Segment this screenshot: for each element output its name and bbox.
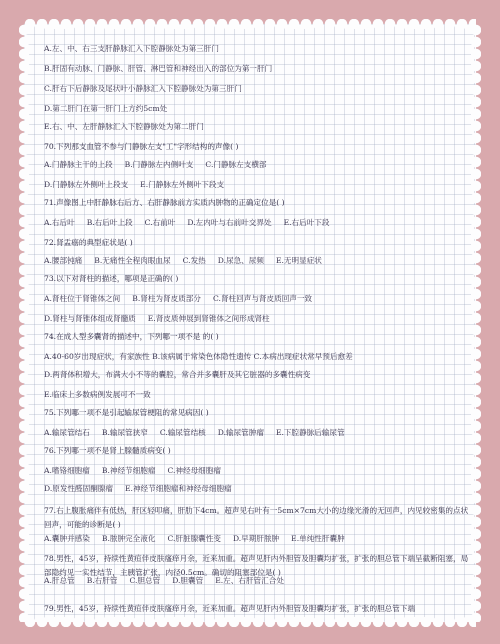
option-text: C.右前叶: [144, 218, 176, 227]
option-text: E.左、右肝管汇合处: [215, 576, 284, 585]
option-row: [44, 256, 470, 266]
option-text: A.肝总管: [44, 576, 75, 585]
option-text: C.发热: [182, 256, 206, 265]
question-text: 75.下列哪一项不是引起输尿管梗阻的常见病因( ): [44, 408, 209, 417]
option-text: D.门静脉左外侧叶上段支: [44, 180, 129, 189]
option-text: C.神经母细胞瘤: [167, 466, 221, 475]
option-text: A.肾柱位于肾锥体之间: [44, 294, 121, 303]
option-text: A.左、中、右三支肝静脉汇入下腔静脉处为第三肝门: [44, 44, 219, 53]
option-text: B.脓肿完全液化: [101, 534, 156, 543]
scallop-border-bottom: [24, 617, 476, 627]
option-text: D.两肾体积增大，布满大小不等的囊腔，常合并多囊肝及其它脏器的多囊性病变: [44, 370, 311, 379]
option-text: A.右后叶: [44, 218, 75, 227]
option-text: B.肝固有动脉、门静脉、肝管、淋巴管和神经出入的部位为第一肝门: [44, 64, 273, 73]
option-text: E.肾皮质伸展到肾锥体之间形成肾柱: [147, 314, 270, 323]
option-text: B.右肝管: [86, 576, 118, 585]
option-text: E.无明显症状: [275, 256, 322, 265]
option-text: C.门静脉左支横部: [205, 160, 267, 169]
option-text: C.肝右下后静脉及尾状叶小静脉汇入下腔静脉处为第三肝门: [44, 84, 242, 93]
option-text: B.神经节细胞瘤: [101, 466, 156, 475]
option-text: A.40-60岁出现症状，有家族性 B.该病属于常染色体隐性遗传 C.本病出现症状常早预后愈差: [44, 352, 353, 361]
question-text: 73.以下对肾柱的描述，哪项是正确的( ): [44, 274, 179, 283]
scallop-border-left: [19, 24, 29, 622]
option-text: D.左内叶与右前叶交界处: [187, 218, 272, 227]
option-row: [44, 534, 470, 544]
option-row: [44, 576, 470, 586]
option-text: E.右后叶下段: [283, 218, 330, 227]
option-text: A.门静脉主干的上段: [44, 160, 113, 169]
option-text: E.门静脉左外侧叶下段支: [140, 180, 225, 189]
option-text: C.输尿管结核: [159, 428, 206, 437]
option-row: [44, 314, 470, 324]
option-text: D.肾柱与肾锥体组成肾髓质: [44, 314, 136, 323]
scallop-border-top: [24, 19, 476, 29]
option-text: E.神经节细胞瘤和神经母细胞瘤: [124, 484, 232, 493]
option-text: D.尿急、尿频: [217, 256, 264, 265]
option-text: B.门静脉左内侧叶支: [124, 160, 194, 169]
option-text: B.右后叶上段: [86, 218, 133, 227]
option-text: D.早期肝脓肿: [232, 534, 280, 543]
option-row: [44, 160, 470, 170]
option-text: E.下腔静脉后输尿管: [275, 428, 345, 437]
option-text: C.胆总管: [129, 576, 161, 585]
option-text: C.肝脏腺囊性变: [167, 534, 221, 543]
option-text: D.胆囊管: [172, 576, 204, 585]
option-text: A.腰部钝痛: [44, 256, 83, 265]
option-text: A.输尿管结石: [44, 428, 90, 437]
question-text: 79.男性，45岁，持续性黄疸伴皮肤瘙痒月余，近来加重。超声见肝内外胆管及胆囊均扩张，扩张的胆总管下端: [44, 604, 416, 613]
option-text: D.第二肝门在第一肝门上方约5cm处: [44, 104, 168, 113]
option-row: [44, 218, 470, 228]
question-text: 70.下列那支血管不参与门静脉左支"工"字形结构的声像( ): [44, 142, 239, 151]
option-row: [44, 294, 470, 304]
scallop-border-right: [471, 24, 481, 622]
option-text: A.嗜铬细胞瘤: [44, 466, 90, 475]
option-text: B.肾柱为肾皮质部分: [132, 294, 201, 303]
option-text: B.输尿管狭窄: [101, 428, 148, 437]
exam-paper: [24, 24, 476, 622]
option-text: E.临床上多数病例发展可不一致: [44, 390, 151, 399]
option-text: E.右、中、左肝静脉汇入下腔静脉处为第二肝门: [44, 122, 204, 131]
option-text: C.肾柱回声与肾皮质回声一致: [213, 294, 313, 303]
option-text: A.囊肿并感染: [44, 534, 90, 543]
option-text: E.单纯性肝囊肿: [291, 534, 345, 543]
question-text: 72.肾盂癌的典型症状是( ): [44, 238, 133, 247]
option-row: [44, 428, 470, 438]
option-row: [44, 484, 470, 494]
option-text: D.输尿管肿瘤: [217, 428, 264, 437]
option-row: [44, 180, 470, 190]
question-text: 71.声像图上中肝静脉右后方、右肝静脉前方实质内肿物的正确定位是( ): [44, 198, 285, 207]
option-text: B.无痛性全程肉眼血尿: [94, 256, 171, 265]
question-text: 77.右上腹胀痛伴有低热，肝区轻叩痛，肝肋下4cm。超声见右叶有一5cm×7cm大小的边缘光滑的无回声，内见较密集的点状回声，可能的诊断是( ): [44, 506, 469, 529]
question-text: 74.在成人型多囊肾的描述中，下列哪一项不是 的( ): [44, 332, 219, 341]
option-text: D.原发性醛固酮腺瘤: [44, 484, 113, 493]
option-row: [44, 466, 470, 476]
question-text: 78.男性，45岁，持续性黄疸伴皮肤瘙痒月余，近来加重。超声见肝内外胆管及胆囊均扩张，扩张的胆总管下端呈截断阻塞，局部隐约见一实性结节，主胰管扩张，内径0.5cm。确切的阻塞部位是( ): [44, 554, 469, 577]
question-text: 76.下列哪一项不是肾上腺髓质病变( ): [44, 446, 171, 455]
